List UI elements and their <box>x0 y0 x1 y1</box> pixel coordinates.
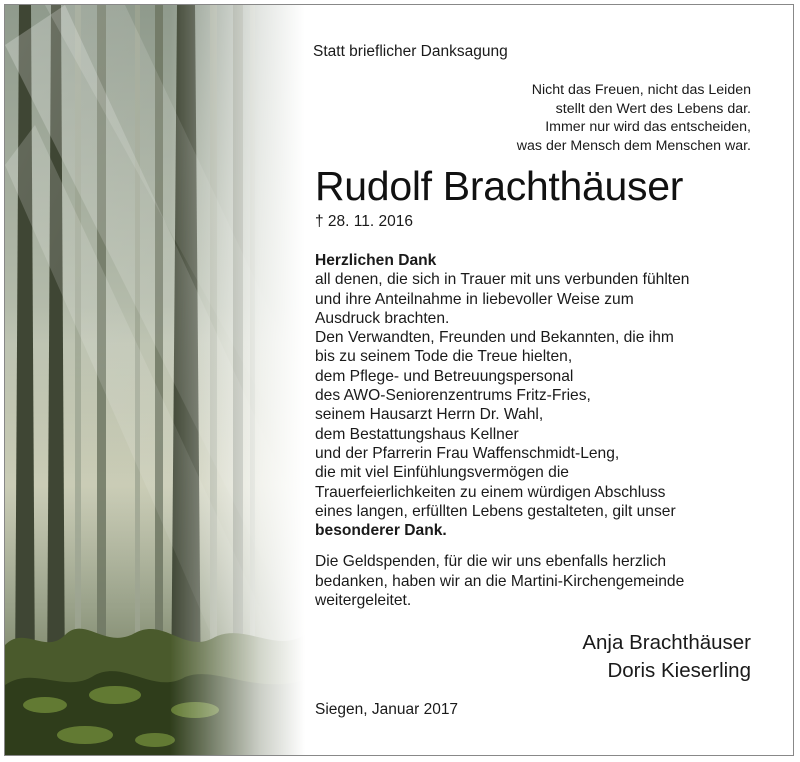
signer-name: Anja Brachthäuser <box>582 631 751 654</box>
poem-line: Immer nur wird das entscheiden, <box>545 119 751 135</box>
paragraph-gap <box>315 540 755 552</box>
thanks-heading: Herzlichen Dank <box>315 252 437 269</box>
donation-line: Die Geldspenden, für die wir uns ebenfalls herzlich <box>315 553 667 571</box>
donation-line: weitergeleitet. <box>315 592 412 610</box>
thanks-line: dem Bestattungshaus Kellner <box>315 425 519 443</box>
thanks-line: Ausdruck brachten. <box>315 309 450 327</box>
signers <box>582 629 751 685</box>
thanks-line: Trauerfeierlichkeiten zu einem würdigen Abschluss <box>315 483 666 501</box>
forest-image <box>5 5 305 756</box>
poem <box>517 81 751 155</box>
thanks-line: Den Verwandten, Freunden und Bekannten, die ihm <box>315 329 674 347</box>
thanks-line: und der Pfarrerin Frau Waffenschmidt-Leng, <box>315 444 620 462</box>
poem-line: stellt den Wert des Lebens dar. <box>555 100 751 117</box>
thanks-line: dem Pflege- und Betreuungspersonal <box>315 367 574 385</box>
poem-line: Nicht das Freuen, nicht das Leiden <box>531 82 751 98</box>
death-date: † 28. 11. 2016 <box>315 213 413 230</box>
thanks-line: bis zu seinem Tode die Treue hielten, <box>315 348 573 366</box>
poem-line: was der Mensch dem Menschen war. <box>516 137 751 154</box>
signer-name: Doris Kieserling <box>607 659 751 682</box>
place-date: Siegen, Januar 2017 <box>315 701 459 718</box>
thanks-closing: besonderer Dank. <box>315 522 447 540</box>
thanks-line: eines langen, erfüllten Lebens gestalteten, gilt unser <box>315 502 676 520</box>
donation-line: bedanken, haben wir an die Martini-Kirchengemeinde <box>315 572 685 590</box>
thanks-line: all denen, die sich in Trauer mit uns verbunden fühlten <box>315 271 690 289</box>
thanks-line: seinem Hausarzt Herrn Dr. Wahl, <box>315 406 544 424</box>
thanks-line: und ihre Anteilnahme in liebevoller Weise zum <box>315 290 634 308</box>
thanks-line: des AWO-Seniorenzentrums Fritz-Fries, <box>315 387 591 405</box>
thanks-text <box>315 251 755 610</box>
intro-line: Statt brieflicher Danksagung <box>313 43 508 60</box>
obituary-text <box>313 5 751 756</box>
deceased-name: Rudolf Brachthäuser <box>315 163 684 209</box>
obituary-card <box>4 4 794 756</box>
thanks-line: die mit viel Einfühlungsvermögen die <box>315 464 569 482</box>
